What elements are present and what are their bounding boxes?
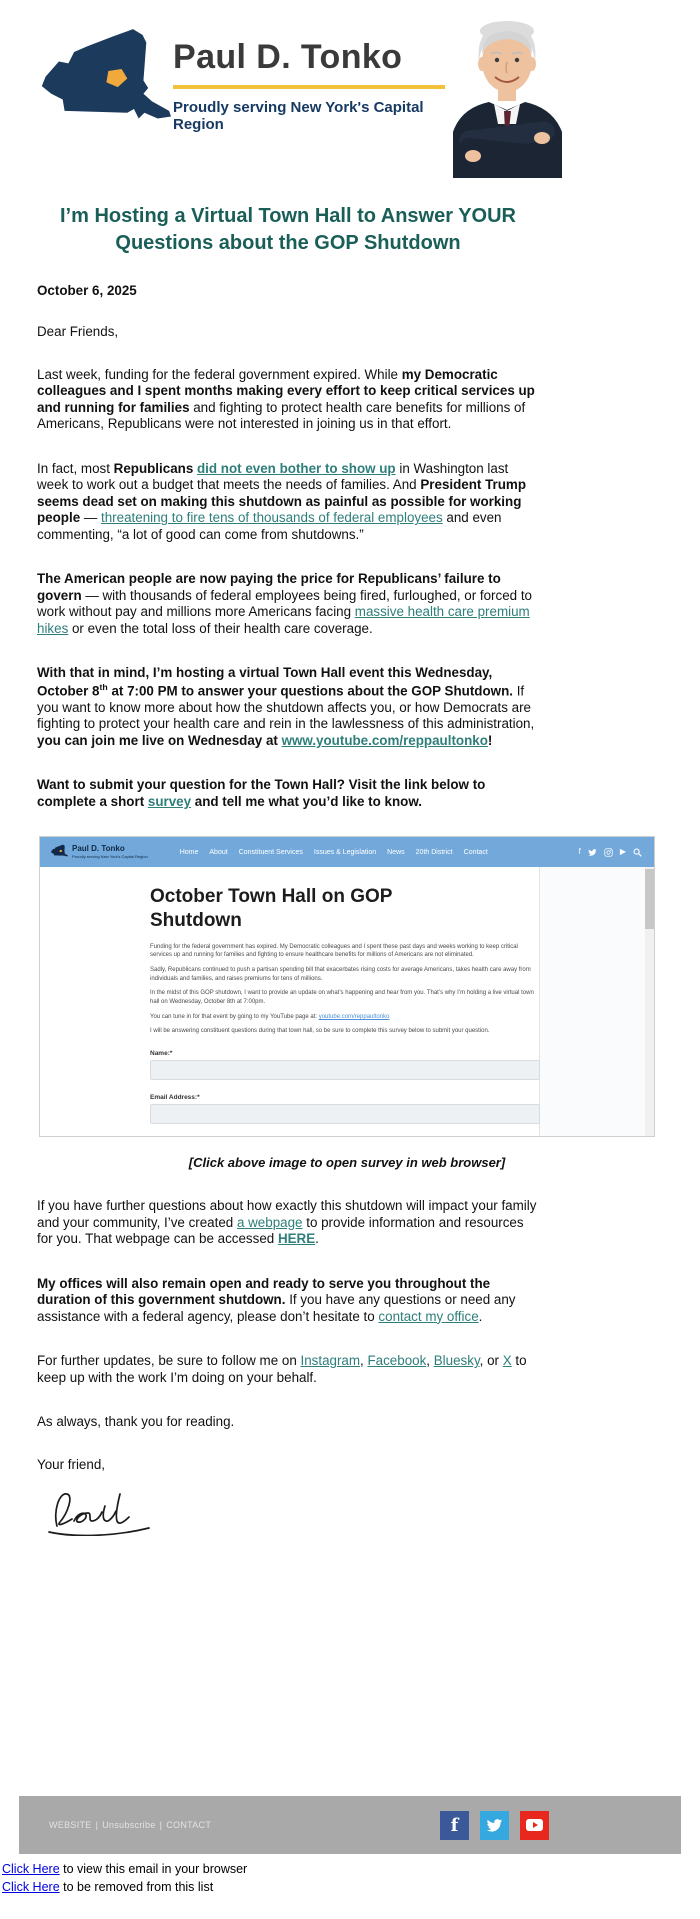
nav-item-20th-district: 20th District	[415, 848, 453, 856]
nav-item-news: News	[387, 848, 405, 856]
email-title: I’m Hosting a Virtual Town Hall to Answer YOUR Questions about the GOP Shutdown	[60, 205, 516, 254]
unsubscribe-link[interactable]: Click Here	[2, 1879, 60, 1894]
survey-site-logo-tagline: Proudly serving New York's Capital Region	[72, 854, 148, 860]
paragraph: The American people are now paying the price for Republicans’ failure to govern — with thousands of federal employees being fired, furloughed, or forced to work without pay and millions more Americans facing massive health care premium hikes or even the total loss of their health care coverage.	[37, 571, 532, 636]
sign-off-line: Your friend,	[37, 1457, 105, 1473]
unsubscribe-line	[2, 1880, 700, 1896]
youtube-icon[interactable]	[520, 1811, 549, 1840]
email-footer	[19, 1796, 681, 1854]
gold-divider	[173, 85, 445, 89]
text-link[interactable]: contact my office	[378, 1308, 479, 1324]
paragraph: With that in mind, I’m hosting a virtual Town Hall event this Wednesday, October 8th at 7:00 PM to answer your questions about the GOP Shutdown. If you want to know more about how the shutdown affects you, or how Democrats are fighting to protect your health care and rein in the lawlessness of this administration, you can join me live on Wednesday at www.youtube.com/reppaultonko!	[37, 665, 535, 748]
survey-screenshot-link[interactable]	[39, 836, 655, 1137]
paragraph: Last week, funding for the federal government expired. While my Democratic colleagues and I spent months making every effort to keep critical services up and running for families and fighting to protect health care benefits for millions of Americans, Republicans were not interested in joining us in that effort.	[37, 367, 535, 432]
image-caption: [Click above image to open survey in web browser]	[188, 1155, 506, 1171]
email-body	[19, 0, 681, 1854]
paragraph: My offices will also remain open and ready to serve you throughout the duration of this government shutdown. If you have any questions or need any assistance with a federal agency, please don’t hesitate to contact my office.	[37, 1275, 516, 1324]
email-header	[19, 10, 681, 183]
search-icon	[633, 848, 642, 857]
ny-state-map-icon	[48, 843, 68, 862]
youtube-icon: ▶	[619, 847, 626, 857]
paragraph: For further updates, be sure to follow me on Instagram, Facebook, Bluesky, or X to keep up with the work I’m doing on your behalf.	[37, 1353, 527, 1385]
nav-item-about: About	[209, 848, 228, 856]
survey-site-logo-text: Paul D. Tonko	[72, 844, 125, 854]
header-tagline: Proudly serving New York's Capital Region	[173, 99, 424, 133]
facebook-icon[interactable]: f	[440, 1811, 469, 1840]
scrollbar	[645, 867, 654, 1136]
survey-paragraph: Sadly, Republicans continued to push a partisan spending bill that exacerbates rising costs for average Americans, takes health care away from individuals and families, and raises premiums for tens of millions.	[150, 967, 531, 982]
letter-body-bottom	[37, 1198, 539, 1541]
text-link[interactable]: Bluesky	[433, 1353, 480, 1369]
twitter-icon[interactable]	[480, 1811, 509, 1840]
survey-paragraph: I will be answering constituent questions during that town hall, so be sure to complete this survey below to submit your question.	[150, 1028, 490, 1035]
survey-site-navbar	[40, 837, 654, 867]
email-field-label: Email Address:*	[150, 1094, 200, 1102]
text-link[interactable]: survey	[147, 793, 192, 809]
survey-site-social-icons	[579, 848, 642, 857]
twitter-icon	[588, 848, 597, 857]
survey-paragraph: In the midst of this GOP shutdown, I want to provide an update on what’s happening and hear from you. That’s why I’m holding a live virtual town hall on Wednesday, October 8th at 7:00pm.	[150, 990, 534, 1006]
view-in-browser-line	[2, 1862, 700, 1878]
nav-item-contact: Contact	[463, 848, 488, 856]
survey-site-logo	[48, 843, 148, 862]
text-link[interactable]: X	[502, 1353, 512, 1369]
survey-paragraph: You can tune in for that event by going to my YouTube page at: youtube.com/reppaultonko	[150, 1013, 390, 1020]
header-name-block	[173, 10, 445, 133]
unsubscribe-text: to be removed from this list	[59, 1879, 214, 1894]
text-link[interactable]: www.youtube.com/reppaultonko	[281, 732, 488, 748]
text-link[interactable]: a webpage	[236, 1214, 303, 1230]
paragraph: In fact, most Republicans did not even bother to show up in Washington last week to work out a budget that meets the needs of families. And President Trump seems dead set on making this shutdown as painful as possible for working people — threatening to fire tens of thousands of federal employees and even commenting, “a lot of good can come from shutdowns.”	[37, 460, 527, 542]
footer-separator: |	[159, 1820, 163, 1831]
email-input	[150, 1104, 540, 1124]
bottom-links	[0, 1862, 700, 1919]
name-field-label: Name:*	[150, 1050, 173, 1058]
nav-item-issues-legislation: Issues & Legislation	[313, 848, 377, 856]
view-in-browser-link[interactable]: Click Here	[2, 1862, 60, 1877]
view-in-browser-text: to view this email in your browser	[59, 1862, 248, 1877]
text-link[interactable]: Instagram	[300, 1353, 361, 1369]
date-line: October 6, 2025	[37, 283, 137, 298]
nav-item-constituent-services: Constituent Services	[238, 848, 303, 856]
instagram-icon	[604, 848, 613, 857]
text-link[interactable]: Facebook	[367, 1353, 427, 1369]
text-link[interactable]: massive health care premium hikes	[37, 604, 530, 636]
text-link[interactable]: threatening to fire tens of thousands of federal employees	[101, 510, 443, 526]
handwritten-signature	[41, 1484, 539, 1541]
facebook-icon: f	[578, 847, 581, 857]
scrollbar-thumb	[645, 869, 654, 929]
paragraph: Want to submit your question for the Town Hall? Visit the link below to complete a short survey and tell me what you’d like to know.	[37, 777, 486, 809]
text-link[interactable]: HERE	[277, 1231, 316, 1247]
footer-link-website[interactable]: WEBSITE	[49, 1820, 92, 1831]
page-title: Paul D. Tonko	[173, 38, 403, 76]
closing-line: As always, thank you for reading.	[37, 1414, 235, 1430]
footer-links	[49, 1820, 211, 1830]
nav-item-home: Home	[179, 848, 199, 856]
footer-separator: |	[95, 1820, 99, 1831]
survey-paragraph: Funding for the federal government has expired. My Democratic colleagues and I spent these past days and weeks working to keep critical services up and running for families and fighting to ensure healthcare benefits for millions of Americans are not eliminated.	[150, 943, 518, 959]
congressman-headshot-photo	[445, 10, 570, 183]
text-link[interactable]: youtube.com/reppaultonko	[318, 1013, 390, 1020]
footer-link-unsubscribe[interactable]: Unsubscribe	[102, 1820, 156, 1831]
footer-social-icons	[440, 1811, 549, 1840]
survey-page-gutter	[540, 867, 654, 1136]
paragraph: If you have further questions about how exactly this shutdown will impact your family and your community, I’ve created a webpage to provide information and resources for you. That webpage can be accessed HERE.	[37, 1198, 537, 1247]
name-input	[150, 1060, 540, 1080]
salutation: Dear Friends,	[37, 324, 119, 339]
survey-heading: October Town Hall on GOP Shutdown	[150, 886, 393, 931]
letter-body-top	[37, 203, 539, 810]
footer-link-contact[interactable]: CONTACT	[166, 1820, 212, 1831]
survey-site-menu	[180, 849, 488, 856]
survey-page-content	[40, 867, 654, 1136]
text-link[interactable]: did not even bother to show up	[197, 460, 396, 476]
ny-state-map-logo	[19, 10, 171, 162]
